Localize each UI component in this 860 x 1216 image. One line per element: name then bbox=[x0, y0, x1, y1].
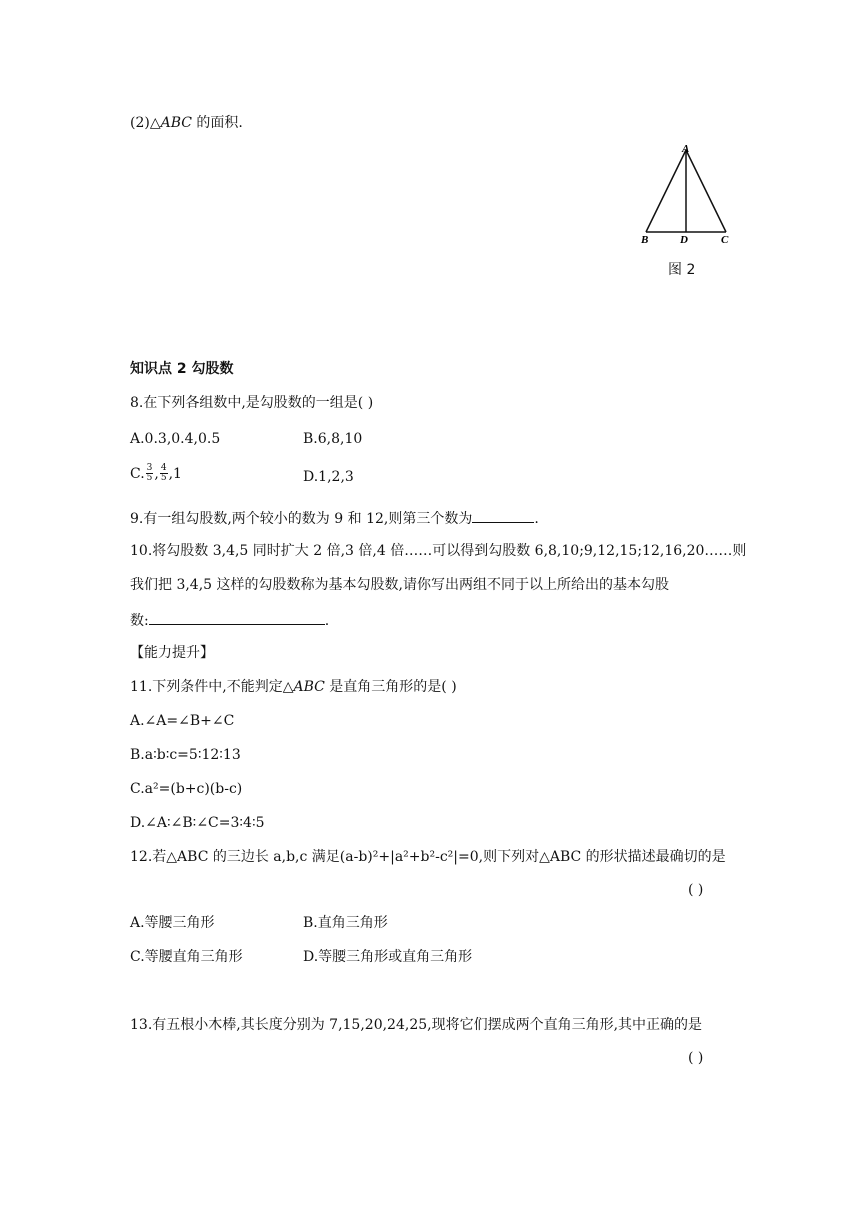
label-d: D bbox=[680, 234, 688, 246]
label-a: A bbox=[682, 143, 690, 155]
question-11-option-d: D.∠A∶∠B∶∠C=3∶4∶5 bbox=[130, 815, 265, 831]
question-7-part-2: (2)△ABC 的面积. bbox=[130, 115, 243, 131]
ability-section-title: 【能力提升】 bbox=[130, 645, 214, 661]
option-c: C. $\frac{3}{5}$ , $\frac{4}{5}$ ,1 bbox=[130, 463, 182, 483]
option-d: D.等腰三角形或直角三角形 bbox=[303, 949, 473, 965]
question-11-option-a: A.∠A=∠B+∠C bbox=[130, 713, 235, 729]
question-8-options-cd bbox=[130, 463, 354, 485]
option-b: B.6,8,10 bbox=[303, 431, 363, 447]
question-12-answer-paren: ( ) bbox=[688, 882, 704, 898]
fraction-4-5: $\frac{4}{5}$ bbox=[160, 463, 167, 483]
question-12-options-cd bbox=[130, 948, 473, 966]
answer-blank[interactable] bbox=[149, 610, 325, 625]
question-8-options-ab bbox=[130, 430, 363, 448]
question-12-stem: 12.若△ABC 的三边长 a,b,c 满足(a-b)²+|a²+b²-c²|=0,则下列对△ABC 的形状描述最确切的是 bbox=[130, 849, 726, 865]
side-ab bbox=[646, 150, 686, 232]
fraction-3-5: $\frac{3}{5}$ bbox=[146, 463, 153, 483]
question-8-stem: 8.在下列各组数中,是勾股数的一组是( ) bbox=[130, 395, 374, 411]
question-11-stem: 11.下列条件中,不能判定△ABC 是直角三角形的是( ) bbox=[130, 679, 457, 695]
section-title: 知识点 2 勾股数 bbox=[130, 361, 234, 377]
figure-caption: 图 2 bbox=[668, 262, 696, 278]
question-13-stem: 13.有五根小木棒,其长度分别为 7,15,20,24,25,现将它们摆成两个直角三角形,其中正确的是 bbox=[130, 1017, 703, 1033]
question-11-option-c: C.a²=(b+c)(b-c) bbox=[130, 781, 243, 797]
label-b: B bbox=[641, 234, 649, 246]
side-ac bbox=[686, 150, 726, 232]
question-10-line-3: 数: . bbox=[130, 610, 329, 630]
option-b: B.直角三角形 bbox=[303, 915, 388, 931]
option-d: D.1,2,3 bbox=[303, 469, 354, 485]
question-13-answer-paren: ( ) bbox=[688, 1050, 704, 1066]
answer-blank[interactable] bbox=[472, 508, 534, 523]
question-12-options-ab bbox=[130, 914, 388, 932]
label-c: C bbox=[721, 234, 729, 246]
option-a: A.0.3,0.4,0.5 bbox=[130, 431, 221, 447]
question-11-option-b: B.a∶b∶c=5∶12∶13 bbox=[130, 747, 241, 763]
question-9: 9.有一组勾股数,两个较小的数为 9 和 12,则第三个数为 . bbox=[130, 508, 539, 528]
question-10-line-2: 我们把 3,4,5 这样的勾股数称为基本勾股数,请你写出两组不同于以上所给出的基本勾股 bbox=[130, 577, 669, 593]
option-c: C.等腰直角三角形 bbox=[130, 949, 243, 965]
question-10-line-1: 10.将勾股数 3,4,5 同时扩大 2 倍,3 倍,4 倍……可以得到勾股数 6,8,10;9,12,15;12,16,20……则 bbox=[130, 543, 747, 559]
option-a: A.等腰三角形 bbox=[130, 915, 215, 931]
triangle-figure bbox=[636, 140, 746, 250]
